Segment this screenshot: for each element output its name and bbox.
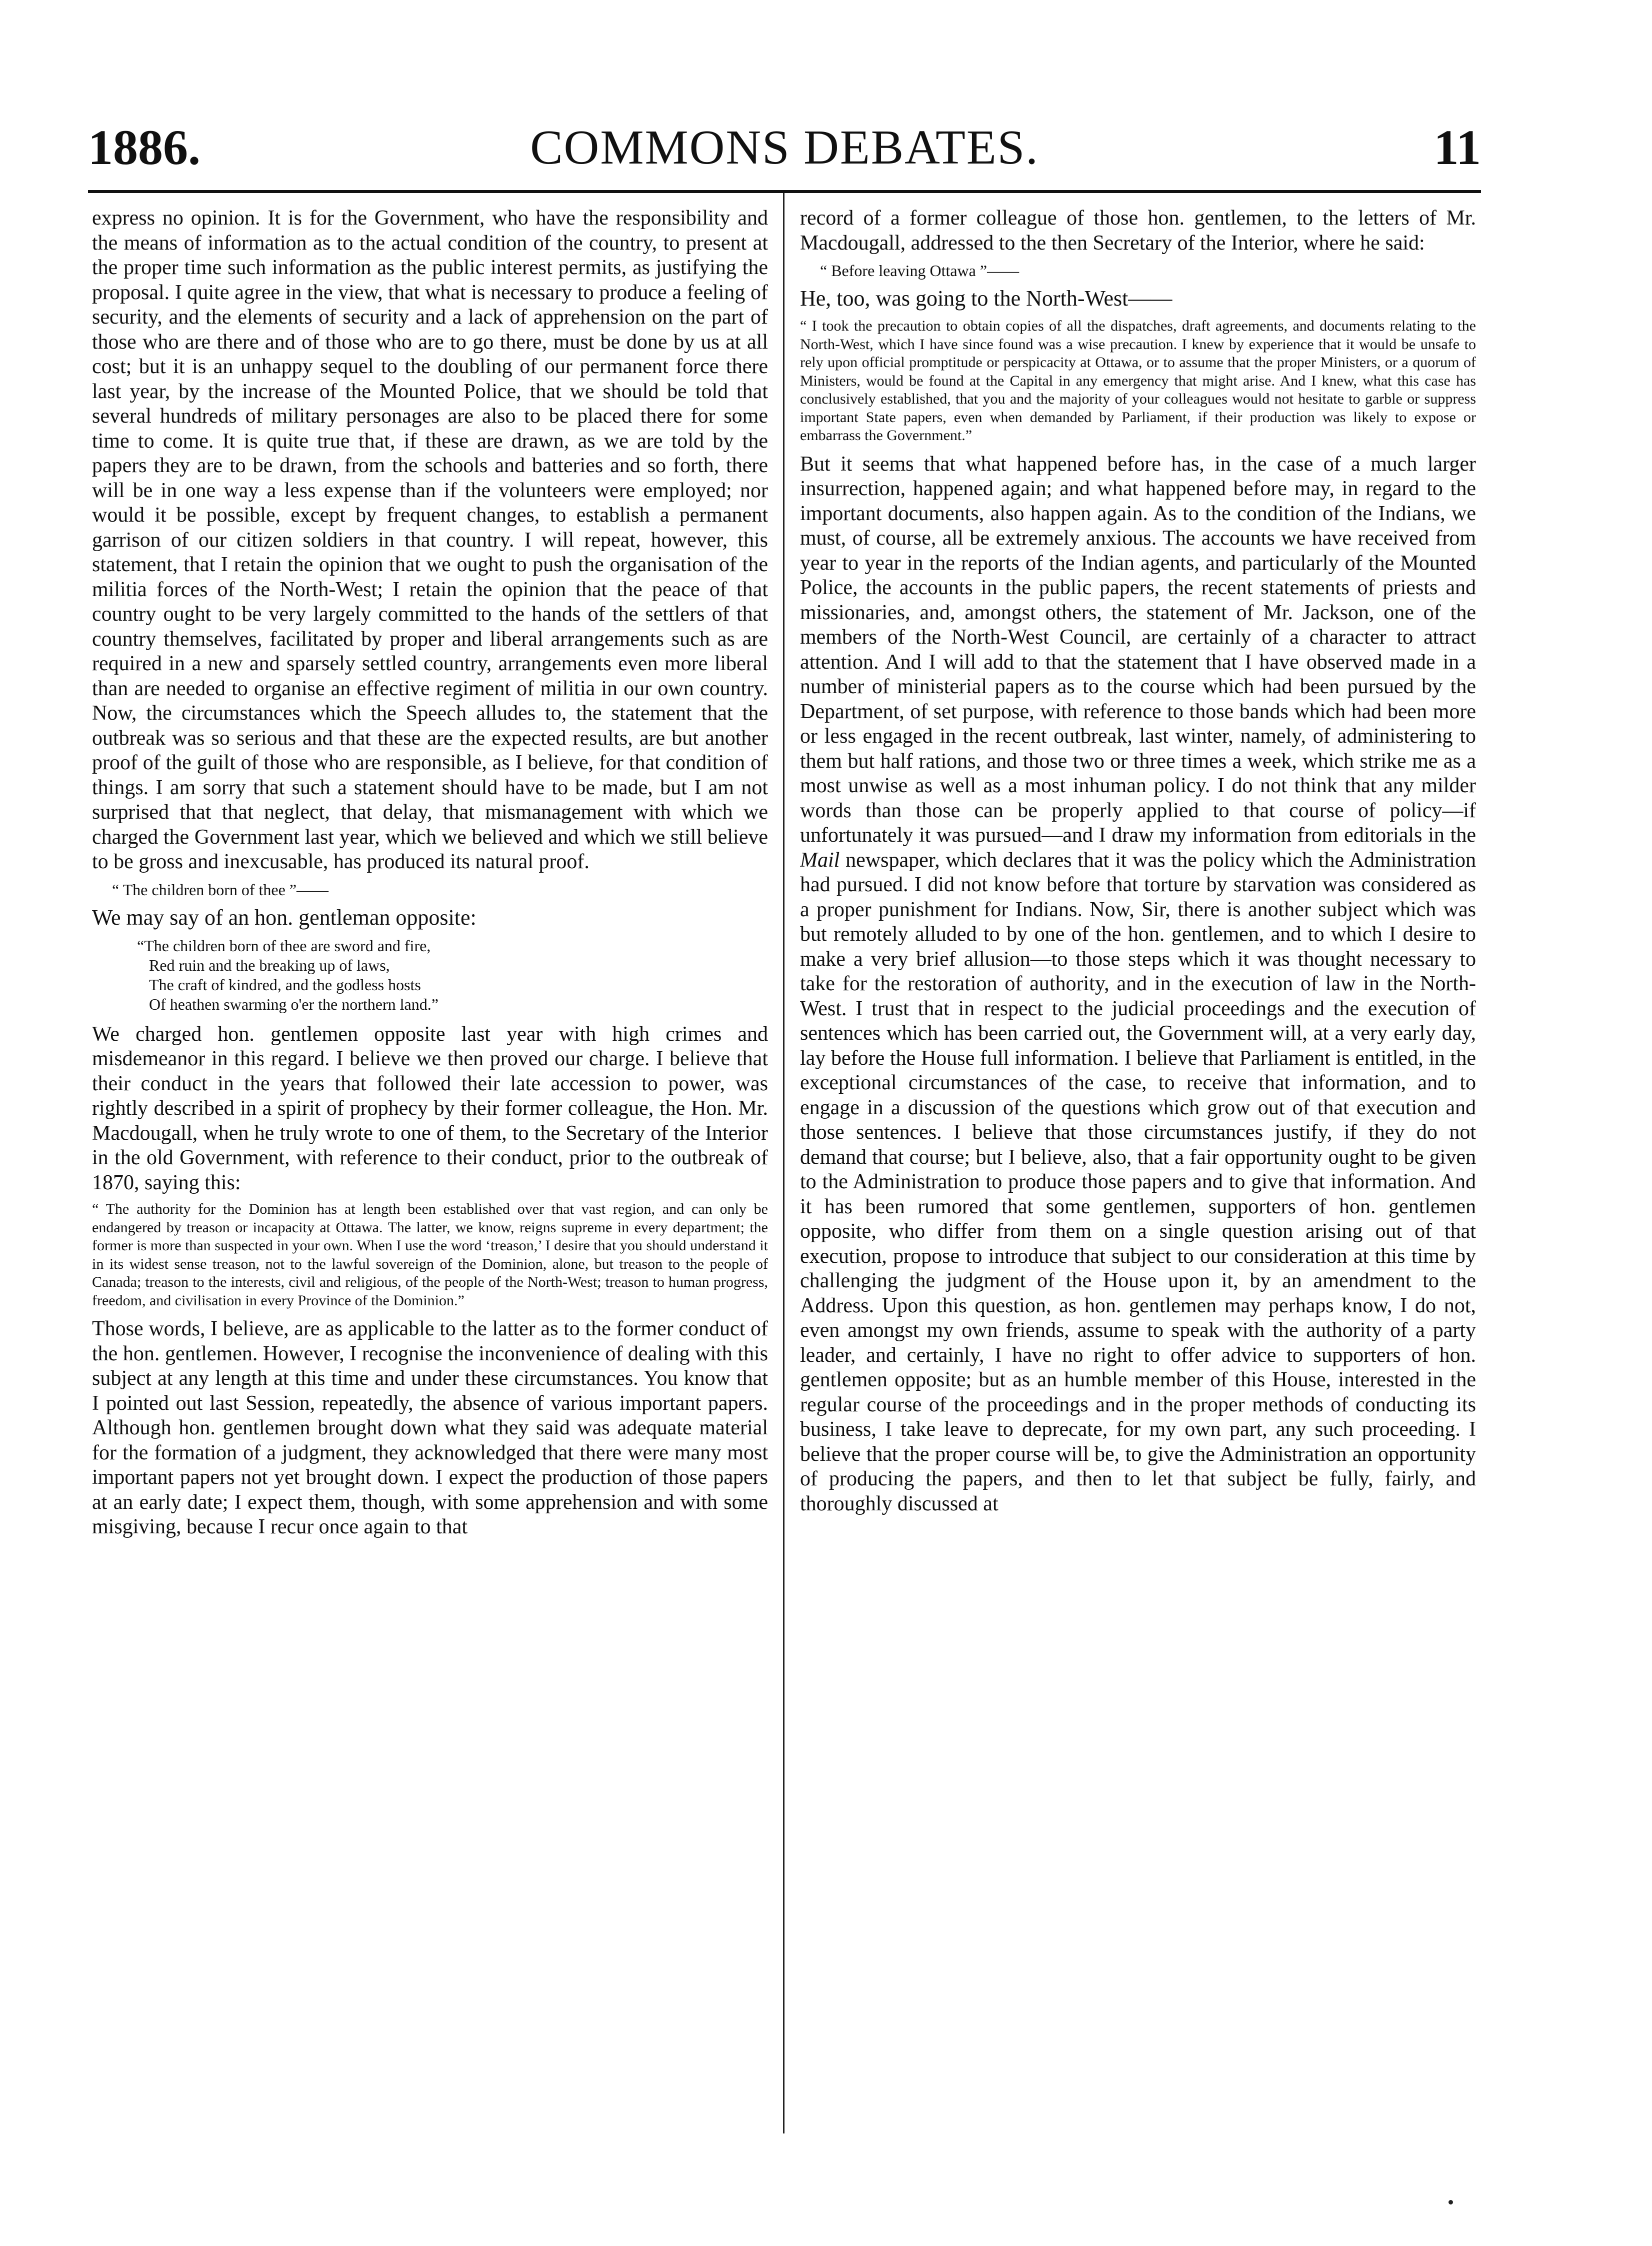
poem-quote bbox=[137, 936, 768, 1014]
mail-newspaper-title: Mail bbox=[800, 848, 840, 872]
header-page-number: 11 bbox=[1434, 120, 1481, 175]
left-paragraph-4: Those words, I believe, are as applicable to the latter as to the former conduct of the hon. gentlemen. However, I recognise the inconvenience of dealing with this subject at any length at this time and under these circumstances. You know that I pointed out last Session, repeatedly, the absence of various important papers. Although hon. gentlemen brought down what they said was adequate material for the formation of a judgment, they acknowledged that there were many most important papers not yet brought down. I expect the production of those papers at an early date; I expect them, though, with some apprehension and with some misgiving, because I recur once again to that bbox=[92, 1317, 768, 1538]
left-paragraph-1: express no opinion. It is for the Government, who have the responsibility and the means of information as to the actual condition of the country, to present at the proper time such information as the public interest permits, as justifying the proposal. I quite agree in the view, that what is necessary to produce a feeling of security, and the elements of security and a lack of apprehension on the part of those who are there and of those who are to go there, must be done by us at all cost; but it is an unhappy sequel to the doubling of our permanent force there last year, by the increase of the Mounted Police, that we should be told that several hundreds of military personages are also to be placed there for some time to come. It is quite true that, if these are drawn, as we are told by the papers they are to be drawn, from the schools and batteries and so forth, there will be in one way a less expense than if the volunteers were employed; nor would it be possible, except by frequent changes, to establish a permanent garrison of our citizen soldiers in that country. I will repeat, however, this statement, that I retain the opinion that we ought to push the organisation of the militia forces of the North-West; I retain the opinion that the peace of that country ought to be very largely committed to the hands of the settlers of that country themselves, facilitated by proper and liberal arrangements such as are required in a new and sparsely settled country, arrangements even more liberal than are needed to organise an effective regiment of militia in our own country. Now, the circumstances which the Speech alludes to, the statement that the outbreak was so serious and that these are the expected results, are but another proof of the guilt of those who are responsible, as I believe, for that condition of things. I am sorry that such a statement should have to be made, but I am not surprised that that neglect, that delay, that mismanagement with which we charged the Government last year, which we believed and which we still believe to be gross and inexcusable, has produced its natural proof. bbox=[92, 207, 768, 873]
left-short-quote: “ The children born of thee ”—— bbox=[112, 880, 329, 899]
header-rule bbox=[88, 190, 1481, 193]
page-header bbox=[88, 118, 1481, 178]
right-paragraph-3-end: newspaper, which declares that it was the policy which the Administration had pursued. I did not know before that torture by starvation was considered as a proper punishment for Indians. Now, Sir, there is another subject which was but remotely alluded to by one of the hon. gentlemen, and to which I desire to make a very brief allusion—to those steps which it was thought necessary to take for the restoration of authority, and in the execution of law in the North-West. I trust that in respect to the judicial proceedings and the execution of sentences which has been carried out, the Government will, at a very early day, lay before the House full information. I believe that Parliament is entitled, in the exceptional circumstances of the case, to receive that information, and to engage in a discussion of the questions which grow out of that execution and those sentences. I believe that those circumstances justify, if they do not demand that course; but I believe, also, that a fair opportunity ought to be given to the Administration to produce those papers and to give that information. And it has been rumored that some gentlemen, supporters of hon. gentlemen opposite, who differ from them on a single question arising out of that execution, propose to introduce that subject to our consideration at this time by challenging the judgment of the House upon it, by an amendment to the Address. Upon this question, as hon. gentlemen may perhaps know, I do not, even amongst my own friends, assume to speak with the authority of a party leader, and certainly, I have no right to offer advice to supporters of hon. gentlemen opposite; but as an humble member of this House, interested in the regular course of the proceedings and in the proper methods of conducting its business, I take leave to deprecate, for my own part, any such proceeding. I believe that the proper course will be, to give the Administration an opportunity of producing the papers, and then to let that subject be fully, fairly, and thoroughly discussed at bbox=[800, 848, 1476, 1515]
header-year: 1886. bbox=[88, 120, 200, 175]
poem-line-2: Red ruin and the breaking up of laws, bbox=[149, 956, 390, 974]
poem-line-3: The craft of kindred, and the godless hosts bbox=[149, 975, 421, 994]
column-divider bbox=[783, 193, 784, 2133]
left-paragraph-3: We charged hon. gentlemen opposite last year with high crimes and misdemeanor in this regard. I believe we then proved our charge. I believe that their conduct in the years that followed their late accession to power, was rightly described in a spirit of prophecy by their former colleague, the Hon. Mr. Macdougall, when he truly wrote to one of them, to the Secretary of the Interior in the old Government, with reference to their conduct, prior to the outbreak of 1870, saying this: bbox=[92, 1022, 768, 1194]
left-paragraph-2: We may say of an hon. gentleman opposite: bbox=[92, 905, 476, 930]
right-paragraph-3-start: But it seems that what happened before has, in the case of a much larger insurrection, happened again; and what happened before may, in regard to the important documents, also happen again. As to the condition of the Indians, we must, of course, all be extremely anxious. The accounts we have received from year to year in the reports of the Indian agents, and particularly of the Mounted Police, the accounts in the public papers, the recent statements of priests and missionaries, and, amongst others, the statement of Mr. Jackson, one of the members of the North-West Council, are certainly of a character to attract attention. And I will add to that the statement that I have observed made in a number of ministerial papers as to the course which had been pursued by the Department, of set purpose, with reference to those bands which had been more or less engaged in the recent outbreak, last winter, namely, of administering to them but half rations, and those two or three times a week, which strike me as a most unwise as well as a most inhuman policy. I do not think that any milder words than those can be properly applied to that course of policy—if unfortunately it was pursued—and I draw my information from editorials in the bbox=[800, 452, 1476, 847]
right-column bbox=[800, 206, 1476, 2131]
right-paragraph-3 bbox=[800, 452, 1476, 1517]
right-paragraph-2: He, too, was going to the North-West—— bbox=[800, 286, 1172, 311]
right-short-quote: “ Before leaving Ottawa ”—— bbox=[820, 262, 1020, 280]
left-block-quote: “ The authority for the Dominion has at length been established over that vast region, and can only be endangered by treason or incapacity at Ottawa. The latter, we know, reigns supreme in every department; the former is more than suspected in your own. When I use the word ‘treason,’ I desire that you should understand it in its widest sense treason, not to the lawful sovereign of the Dominion, alone, but treason to the people of Canada; treason to the interests, civil and religious, of the people of the North-West; treason to human progress, freedom, and civilisation in every Province of the Dominion.” bbox=[92, 1201, 768, 1309]
right-block-quote: “ I took the precaution to obtain copies of all the dispatches, draft agreements, and documents relating to the North-West, which I have since found was a wise precaution. I knew by experience that it would be unsafe to rely upon official promptitude or perspicacity at Ottawa, or to assume that the proper Ministers, or a quorum of Ministers, would be found at the Capital in any emergency that might arise. And I knew, what this case has conclusively established, that you and the majority of your colleagues would not hesitate to garble or suppress important State papers, even when demanded by Parliament, if their production was likely to expose or embarrass the Government.” bbox=[800, 318, 1476, 444]
left-column bbox=[92, 206, 768, 2131]
poem-line-4: Of heathen swarming o'er the northern land.” bbox=[149, 995, 438, 1013]
right-paragraph-1: record of a former colleague of those hon. gentlemen, to the letters of Mr. Macdougall, addressed to the then Secretary of the Interior, where he said: bbox=[800, 207, 1476, 255]
poem-line-1: “The children born of thee are sword and fire, bbox=[137, 936, 431, 955]
header-title: COMMONS DEBATES. bbox=[530, 121, 1039, 175]
page-mark bbox=[1448, 2200, 1453, 2204]
